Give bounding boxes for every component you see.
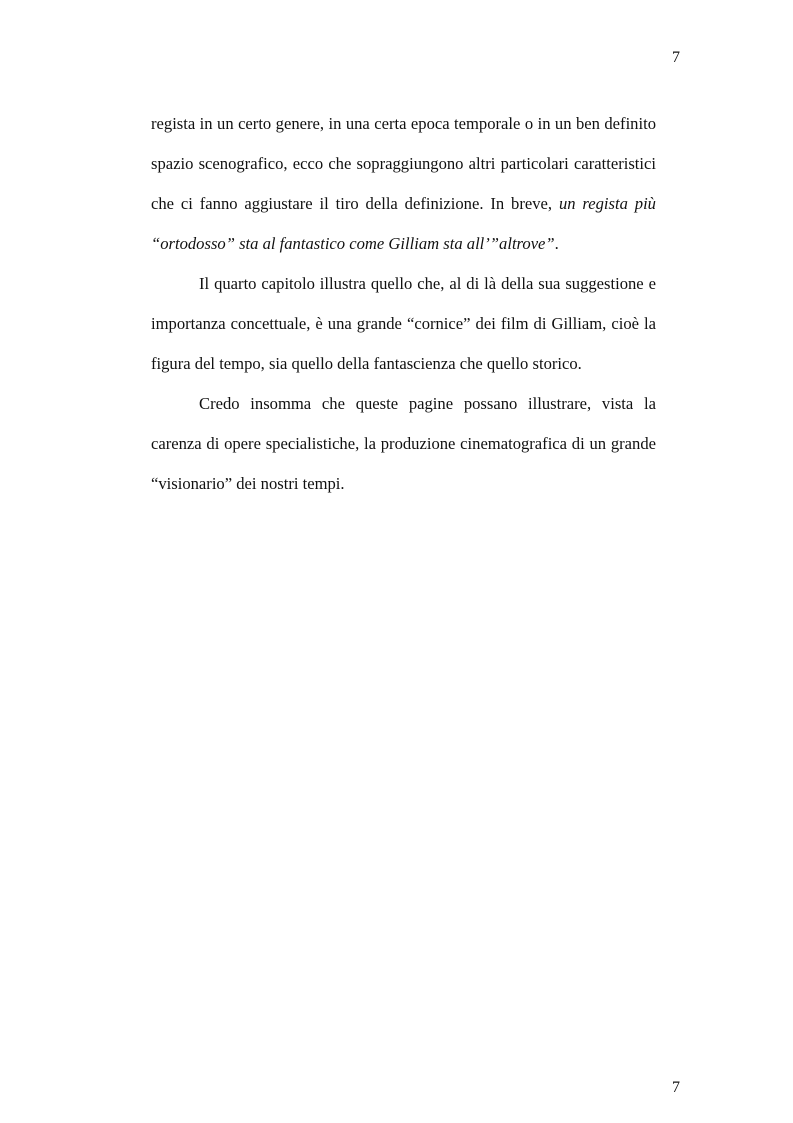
page-number-bottom: 7 bbox=[672, 1079, 680, 1096]
paragraph-lead-text: regista in un certo genere, in una certa epoca temporale o in un ben definito spazio scenografico, ecco che sopraggiungono altri particolari caratteristici che ci fanno aggiustare il tiro della definizione. In breve, bbox=[151, 114, 656, 213]
italic-quote: un regista più “ortodosso” sta al fantastico come Gilliam sta all’”altrove” bbox=[151, 194, 656, 253]
paragraph-chapter-four: Il quarto capitolo illustra quello che, al di là della sua suggestione e importanza concettuale, è una grande “cornice” dei film di Gilliam, cioè la figura del tempo, sia quello della fantascienza che quello storico. bbox=[151, 274, 656, 373]
page-number-top: 7 bbox=[672, 49, 680, 66]
paragraph-continuation bbox=[151, 104, 656, 264]
paragraph-conclusion: Credo insomma che queste pagine possano illustrare, vista la carenza di opere specialistiche, la produzione cinematografica di un grande “visionario” dei nostri tempi. bbox=[151, 394, 656, 493]
body-text bbox=[151, 104, 656, 504]
paragraph-tail-text: . bbox=[554, 234, 559, 253]
